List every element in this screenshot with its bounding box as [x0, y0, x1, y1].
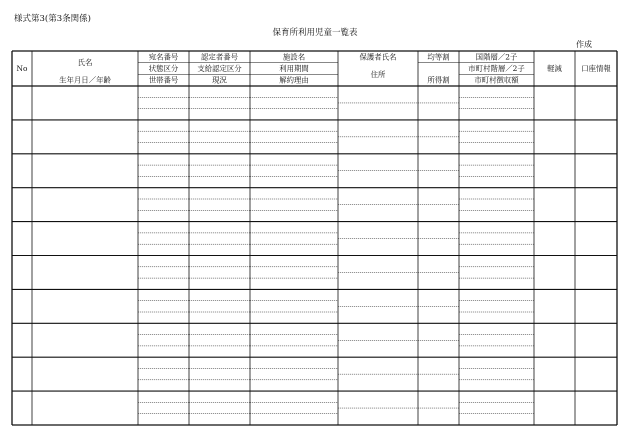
header-use-period: 利用期間 — [279, 63, 309, 73]
header-status: 状態区分 — [148, 63, 179, 73]
header-name: 氏名 — [77, 58, 93, 67]
created-label: 作成 — [576, 40, 592, 49]
form-number: 様式第3(第3条関係) — [14, 14, 91, 24]
header-income-share: 所得割 — [427, 75, 450, 85]
header-address-no: 宛名番号 — [148, 52, 179, 62]
header-cancel-reason: 解約理由 — [279, 75, 309, 85]
header-household-no: 世帯番号 — [148, 75, 179, 85]
document-title: 保育所利用児童一覧表 — [272, 28, 358, 38]
header-guardian: 保護者氏名 — [359, 52, 397, 62]
header-birth-age: 生年月日／年齢 — [59, 75, 111, 85]
header-facility: 施設名 — [282, 52, 306, 62]
header-address: 住所 — [370, 69, 386, 79]
header-reduction: 軽減 — [547, 64, 562, 73]
header-current-status: 現況 — [212, 75, 227, 85]
header-cert-no: 認定者番号 — [201, 52, 238, 62]
header-equal-share: 均等割 — [427, 52, 450, 62]
header-no: No — [16, 64, 28, 73]
header-support-category: 支給認定区分 — [197, 63, 242, 73]
header-city-collection: 市町村徴収額 — [474, 75, 519, 85]
header-national-tier: 国階層／2子 — [475, 52, 518, 62]
header-account-info: 口座情報 — [581, 64, 611, 73]
header-city-tier: 市町村階層／2子 — [468, 63, 525, 73]
